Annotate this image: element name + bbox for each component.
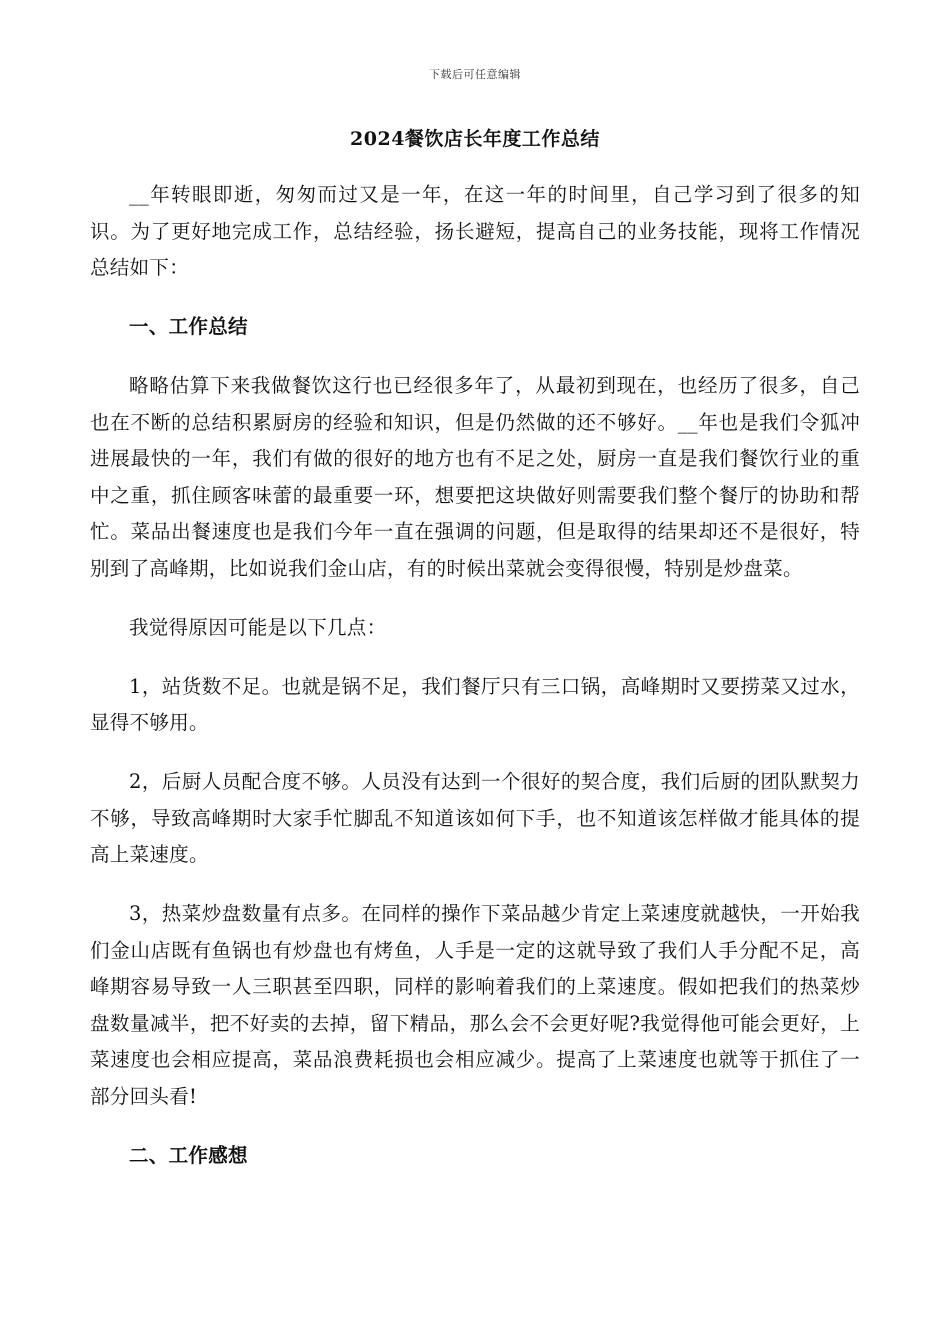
section-heading-work-reflections: 二、工作感想 — [129, 1143, 248, 1167]
list-item-2: 2，后厨人员配合度不够。人员没有达到一个很好的契合度，我们后厨的团队默契力不够，导致高峰期时大家手忙脚乱不知道该如何下手，也不知道该怎样做才能具体的提高上菜速度。 — [90, 770, 860, 866]
intro-paragraph: __年转眼即逝，匆匆而过又是一年，在这一年的时间里，自己学习到了很多的知识。为了更好地完成工作，总结经验，扬长避短，提高自己的业务技能，现将工作情况总结如下： — [90, 183, 860, 279]
header-note: 下载后可任意编辑 — [429, 68, 521, 81]
document-body — [90, 177, 860, 1174]
list-item-1: 1，站货数不足。也就是锅不足，我们餐厅只有三口锅，高峰期时又要捞菜又过水，显得不够用。 — [90, 674, 860, 734]
list-item-3: 3，热菜炒盘数量有点多。在同样的操作下菜品越少肯定上菜速度就越快，一开始我们金山店既有鱼锅也有炒盘也有烤鱼，人手是一定的这就导致了我们人手分配不足，高峰期容易导致一人三职甚至四职，同样的影响着我们的上菜速度。假如把我们的热菜炒盘数量减半，把不好卖的去掉，留下精品，那么会不会更好呢?我觉得他可能会更好，上菜速度也会相应提高，菜品浪费耗损也会相应减少。提高了上菜速度也就等于抓住了一部分回头看! — [90, 902, 860, 1108]
paragraph: 我觉得原因可能是以下几点： — [129, 615, 387, 639]
paragraph: 略略估算下来我做餐饮这行也已经很多年了，从最初到现在，也经历了很多，自己也在不断的总结积累厨房的经验和知识，但是仍然做的还不够好。__年也是我们令狐冲进展最快的一年，我们有做的很好的地方也有不足之处，厨房一直是我们餐饮行业的重中之重，抓住顾客味蕾的最重要一环，想要把这块做好则需要我们整个餐厅的协助和帮忙。菜品出餐速度也是我们今年一直在强调的问题，但是取得的结果却还不是很好，特别到了高峰期，比如说我们金山店，有的时候出菜就会变得很慢，特别是炒盘菜。 — [90, 374, 860, 580]
section-heading-work-summary: 一、工作总结 — [129, 315, 248, 338]
document-title: 2024餐饮店长年度工作总结 — [350, 128, 600, 150]
